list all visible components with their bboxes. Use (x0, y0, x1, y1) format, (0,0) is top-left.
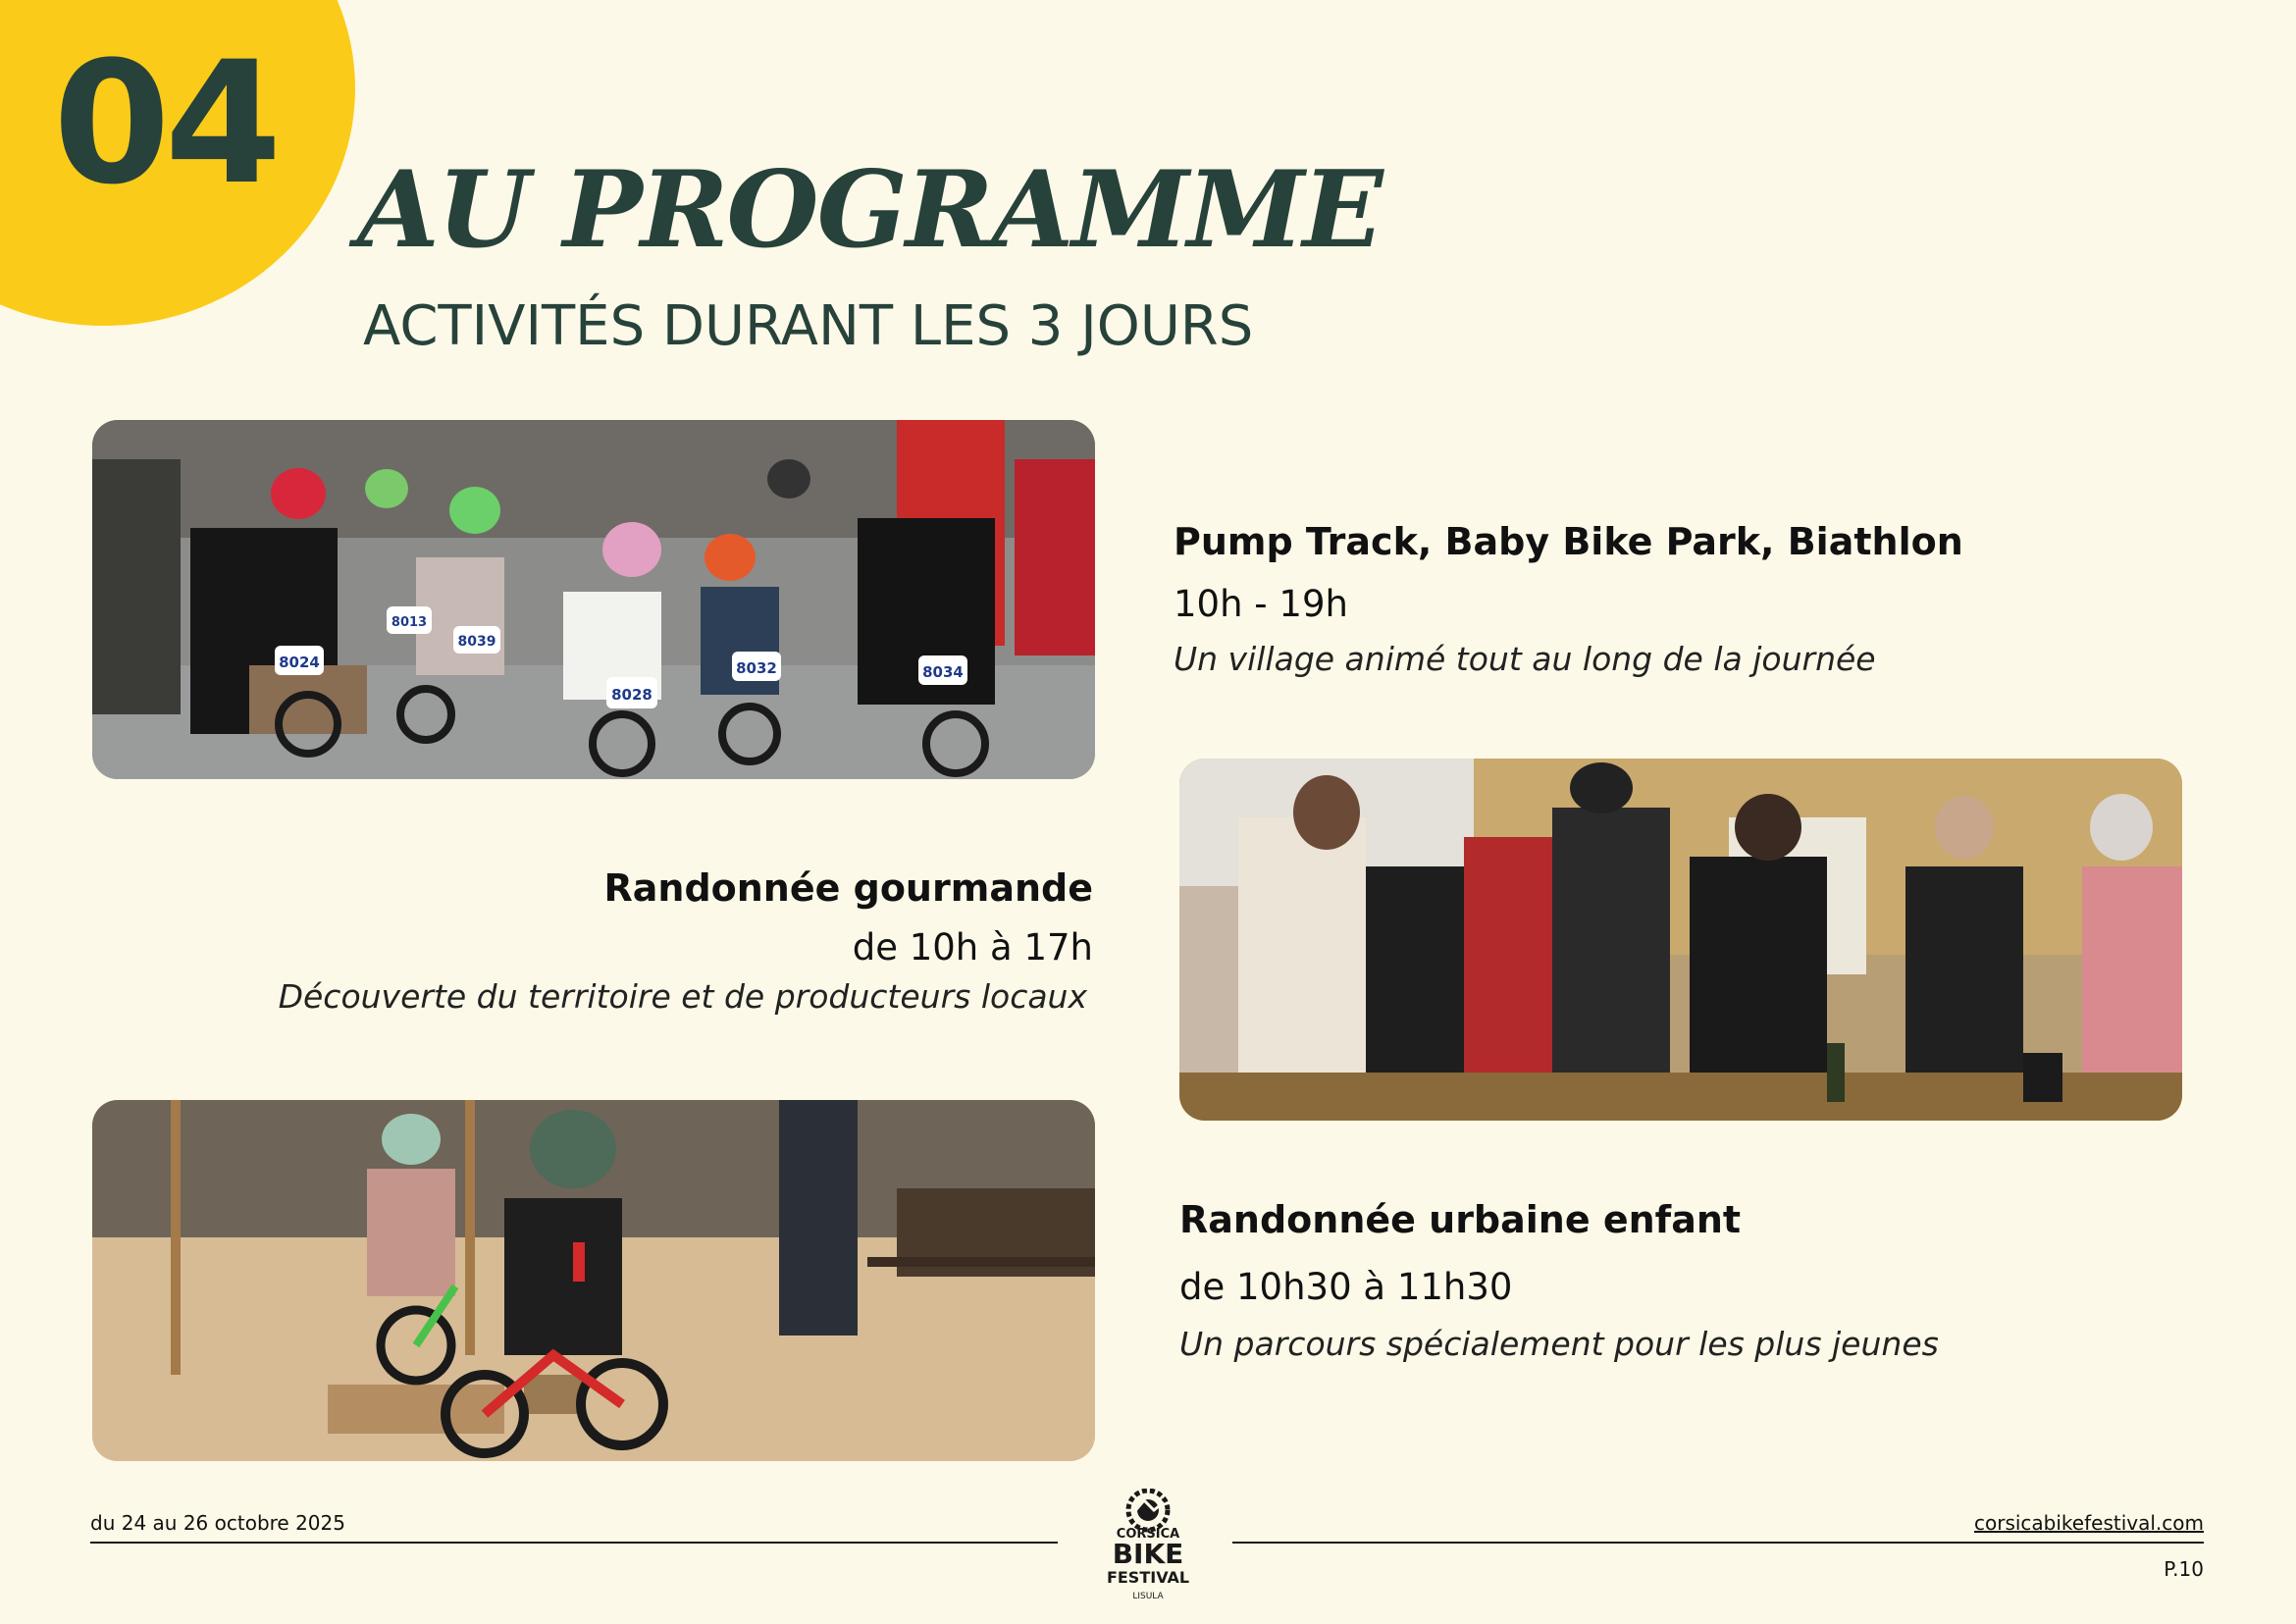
footer-rule-left (90, 1542, 1058, 1544)
svg-text:BIKE: BIKE (1112, 1538, 1184, 1570)
activity-2-title: Randonnée gourmande (603, 866, 1093, 910)
bib-8013: 8013 (391, 615, 428, 630)
footer-website-link[interactable]: corsicabikefestival.com (1974, 1511, 2204, 1535)
activity-3-title: Randonnée urbaine enfant (1179, 1198, 1742, 1241)
page-number: P.10 (2164, 1557, 2204, 1581)
footer-dates: du 24 au 26 octobre 2025 (90, 1511, 345, 1535)
photo-balance-bike-race (92, 420, 1095, 779)
bib-8032: 8032 (736, 659, 777, 677)
activity-1-title: Pump Track, Baby Bike Park, Biathlon (1174, 520, 1963, 563)
corsica-bike-festival-logo (1089, 1489, 1207, 1602)
activity-2-description: Découverte du territoire et de producteurs locaux (278, 977, 1087, 1016)
bib-8024: 8024 (279, 654, 320, 671)
photo-toddler-balance-bike (92, 1100, 1095, 1461)
bib-8039: 8039 (457, 634, 496, 650)
footer-rule-right (1232, 1542, 2204, 1544)
activity-1-time: 10h - 19h (1174, 583, 1348, 625)
section-number: 04 (53, 25, 277, 222)
photo-tasting-barn (1179, 759, 2182, 1121)
page-title: AU PROGRAMME (357, 148, 1382, 272)
bib-8028: 8028 (611, 686, 652, 704)
activity-2-time: de 10h à 17h (852, 926, 1093, 969)
page-subtitle: ACTIVITÉS DURANT LES 3 JOURS (363, 294, 1254, 358)
svg-text:LISULA: LISULA (1132, 1592, 1164, 1601)
activity-3-description: Un parcours spécialement pour les plus jeunes (1179, 1325, 1939, 1363)
activity-3-time: de 10h30 à 11h30 (1179, 1266, 1513, 1308)
svg-text:CORSICA: CORSICA (1116, 1527, 1180, 1542)
svg-text:FESTIVAL: FESTIVAL (1106, 1568, 1190, 1587)
activity-1-description: Un village animé tout au long de la journée (1174, 640, 1876, 678)
bib-8034: 8034 (922, 663, 964, 681)
